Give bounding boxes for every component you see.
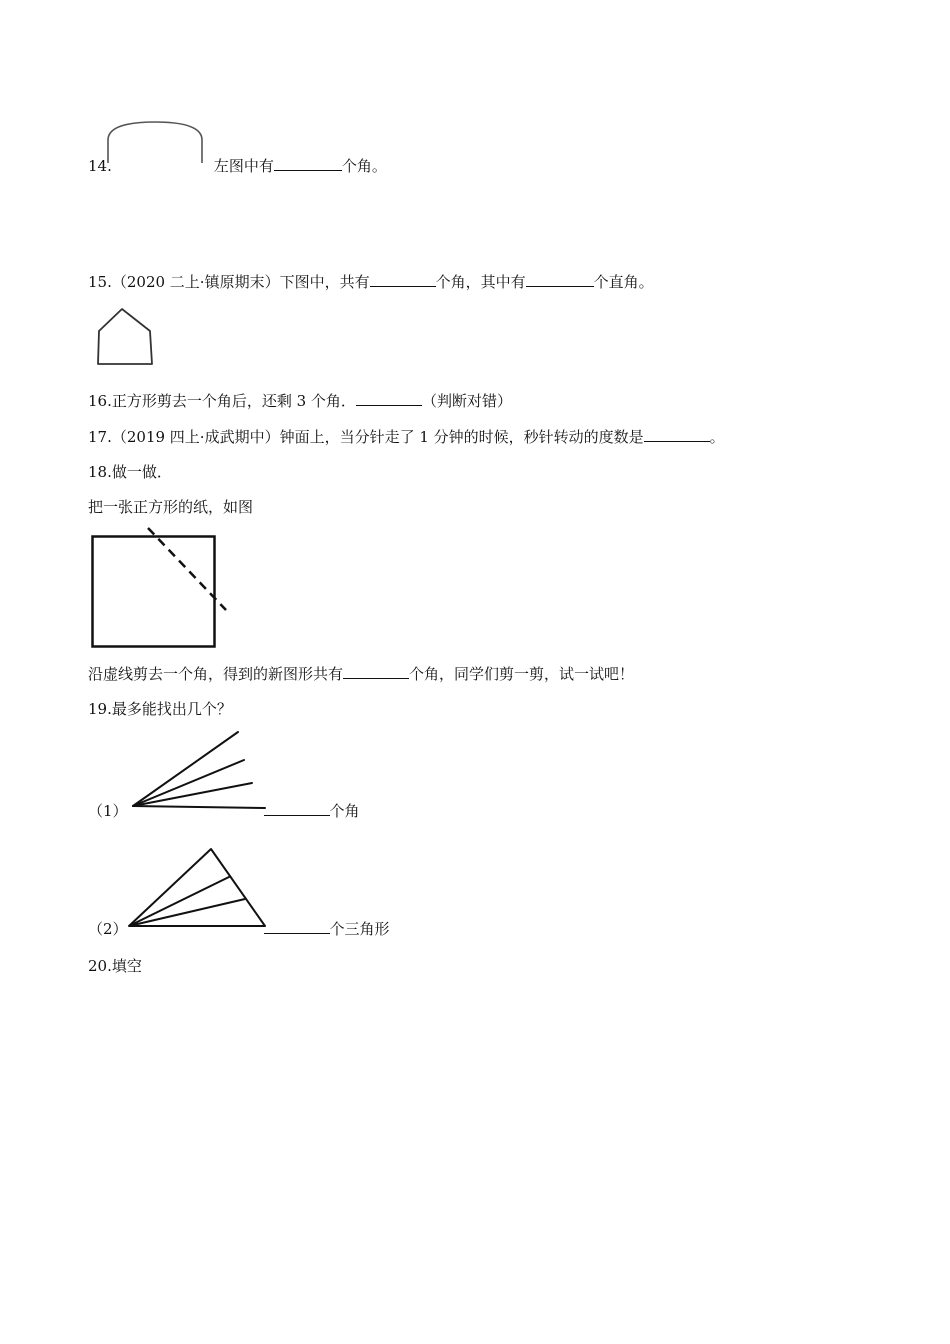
question-16-text-2: （判断对错） <box>421 392 512 410</box>
question-17 <box>88 427 725 447</box>
question-18-intro: 把一张正方形的纸，如图 <box>88 498 254 516</box>
question-14 <box>88 156 387 176</box>
question-18-answer <box>88 664 634 684</box>
question-18-title: 18.做一做． <box>88 463 172 481</box>
question-15-text-2: 个角，其中有 <box>435 273 526 291</box>
answer-blank[interactable] <box>343 664 409 679</box>
part-2-suffix: 个三角形 <box>329 920 390 938</box>
question-19-part-1 <box>88 801 360 821</box>
answer-blank[interactable] <box>264 801 330 816</box>
pentagon-house-figure <box>94 306 156 368</box>
square-dashed-cut-figure <box>88 526 233 651</box>
answer-blank[interactable] <box>356 391 422 406</box>
triangle-divided-figure <box>124 844 270 930</box>
question-19-title: 19.最多能找出几个？ <box>88 700 232 718</box>
rays-angle-figure <box>128 728 270 812</box>
question-16-text-1: 16.正方形剪去一个角后，还剩 3 个角． <box>88 392 356 410</box>
question-17-text-1: 17.（2019 四上·成武期中）钟面上，当分针走了 1 分钟的时候，秒针转动的度数是 <box>88 428 644 446</box>
question-15-text-3: 个直角。 <box>593 273 654 291</box>
answer-blank[interactable] <box>274 156 342 171</box>
answer-blank[interactable] <box>644 427 710 442</box>
question-20-title: 20.填空 <box>88 957 142 975</box>
question-17-text-2: 。 <box>709 428 725 446</box>
part-1-suffix: 个角 <box>329 802 360 820</box>
answer-blank[interactable] <box>526 272 594 287</box>
question-19-part-2 <box>88 919 390 939</box>
question-15 <box>88 272 654 292</box>
part-1-label: （1） <box>88 802 128 820</box>
question-16 <box>88 391 512 411</box>
question-18-text-2: 个角，同学们剪一剪，试一试吧！ <box>409 665 635 683</box>
question-18-text-1: 沿虚线剪去一个角，得到的新图形共有 <box>88 665 344 683</box>
part-2-label: （2） <box>88 920 128 938</box>
question-14-number: 14. <box>88 157 112 175</box>
answer-blank[interactable] <box>264 919 330 934</box>
question-14-text: 左图中有 <box>213 157 274 175</box>
answer-blank[interactable] <box>370 272 436 287</box>
question-14-after: 个角。 <box>341 157 387 175</box>
question-15-text-1: 15.（2020 二上·镇原期末）下图中，共有 <box>88 273 370 291</box>
